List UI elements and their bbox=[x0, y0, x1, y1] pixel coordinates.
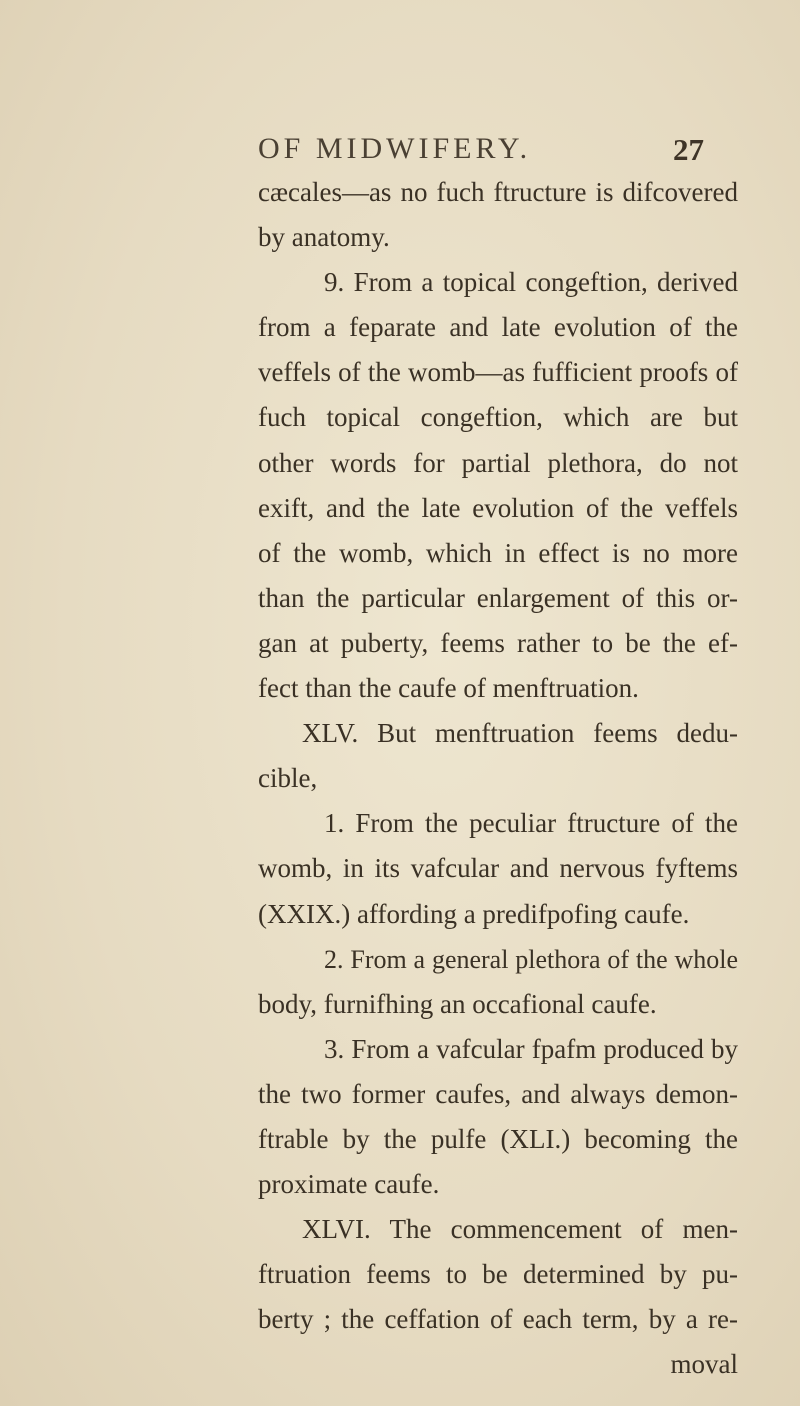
text-line: 1. From the peculiar ftructure of the bbox=[324, 808, 738, 839]
text-line: cæcales—as no fuch ftructure is difcovered bbox=[258, 177, 738, 207]
text-line: 2. From a general plethora of the whole bbox=[324, 944, 738, 974]
text-line: the two former caufes, and always demon- bbox=[258, 1078, 738, 1109]
text-line: cible, bbox=[258, 763, 318, 794]
catchword: moval bbox=[670, 1349, 738, 1380]
text-line: ftrable by the pulfe (XLI.) becoming the bbox=[258, 1123, 738, 1154]
text-line: berty ; the ceffation of each term, by a re- bbox=[258, 1304, 738, 1335]
text-line: of the womb, which in effect is no more bbox=[258, 537, 738, 568]
text-line: other words for partial plethora, do not bbox=[258, 447, 738, 478]
body-text bbox=[258, 170, 738, 1388]
text-line: 9. From a topical congeftion, derived bbox=[324, 267, 738, 298]
text-line: ftruation feems to be determined by pu- bbox=[258, 1259, 738, 1290]
page-number: 27 bbox=[673, 132, 704, 167]
text-line: veffels of the womb—as fufficient proofs of bbox=[258, 357, 738, 388]
running-title: OF MIDWIFERY. bbox=[258, 132, 532, 165]
text-line: 3. From a vafcular fpafm produced by bbox=[324, 1033, 738, 1064]
text-line: proximate caufe. bbox=[258, 1169, 440, 1200]
text-line: fect than the caufe of menftruation. bbox=[258, 673, 639, 704]
text-line: than the particular enlargement of this or- bbox=[258, 582, 738, 613]
text-line: fuch topical congeftion, which are but bbox=[258, 402, 738, 433]
text-line: gan at puberty, feems rather to be the ef- bbox=[258, 627, 738, 658]
text-line: XLV. But menftruation feems dedu- bbox=[302, 718, 738, 749]
text-line: body, furnifhing an occafional caufe. bbox=[258, 988, 657, 1019]
text-line: XLVI. The commencement of men- bbox=[302, 1214, 738, 1245]
text-line: exift, and the late evolution of the veffels bbox=[258, 492, 738, 523]
running-head bbox=[258, 132, 738, 172]
text-line: womb, in its vafcular and nervous fyftems bbox=[258, 853, 738, 884]
text-line: from a feparate and late evolution of the bbox=[258, 312, 738, 343]
text-line: (XXIX.) affording a predifpofing caufe. bbox=[258, 898, 690, 929]
text-line: by anatomy. bbox=[258, 222, 390, 253]
